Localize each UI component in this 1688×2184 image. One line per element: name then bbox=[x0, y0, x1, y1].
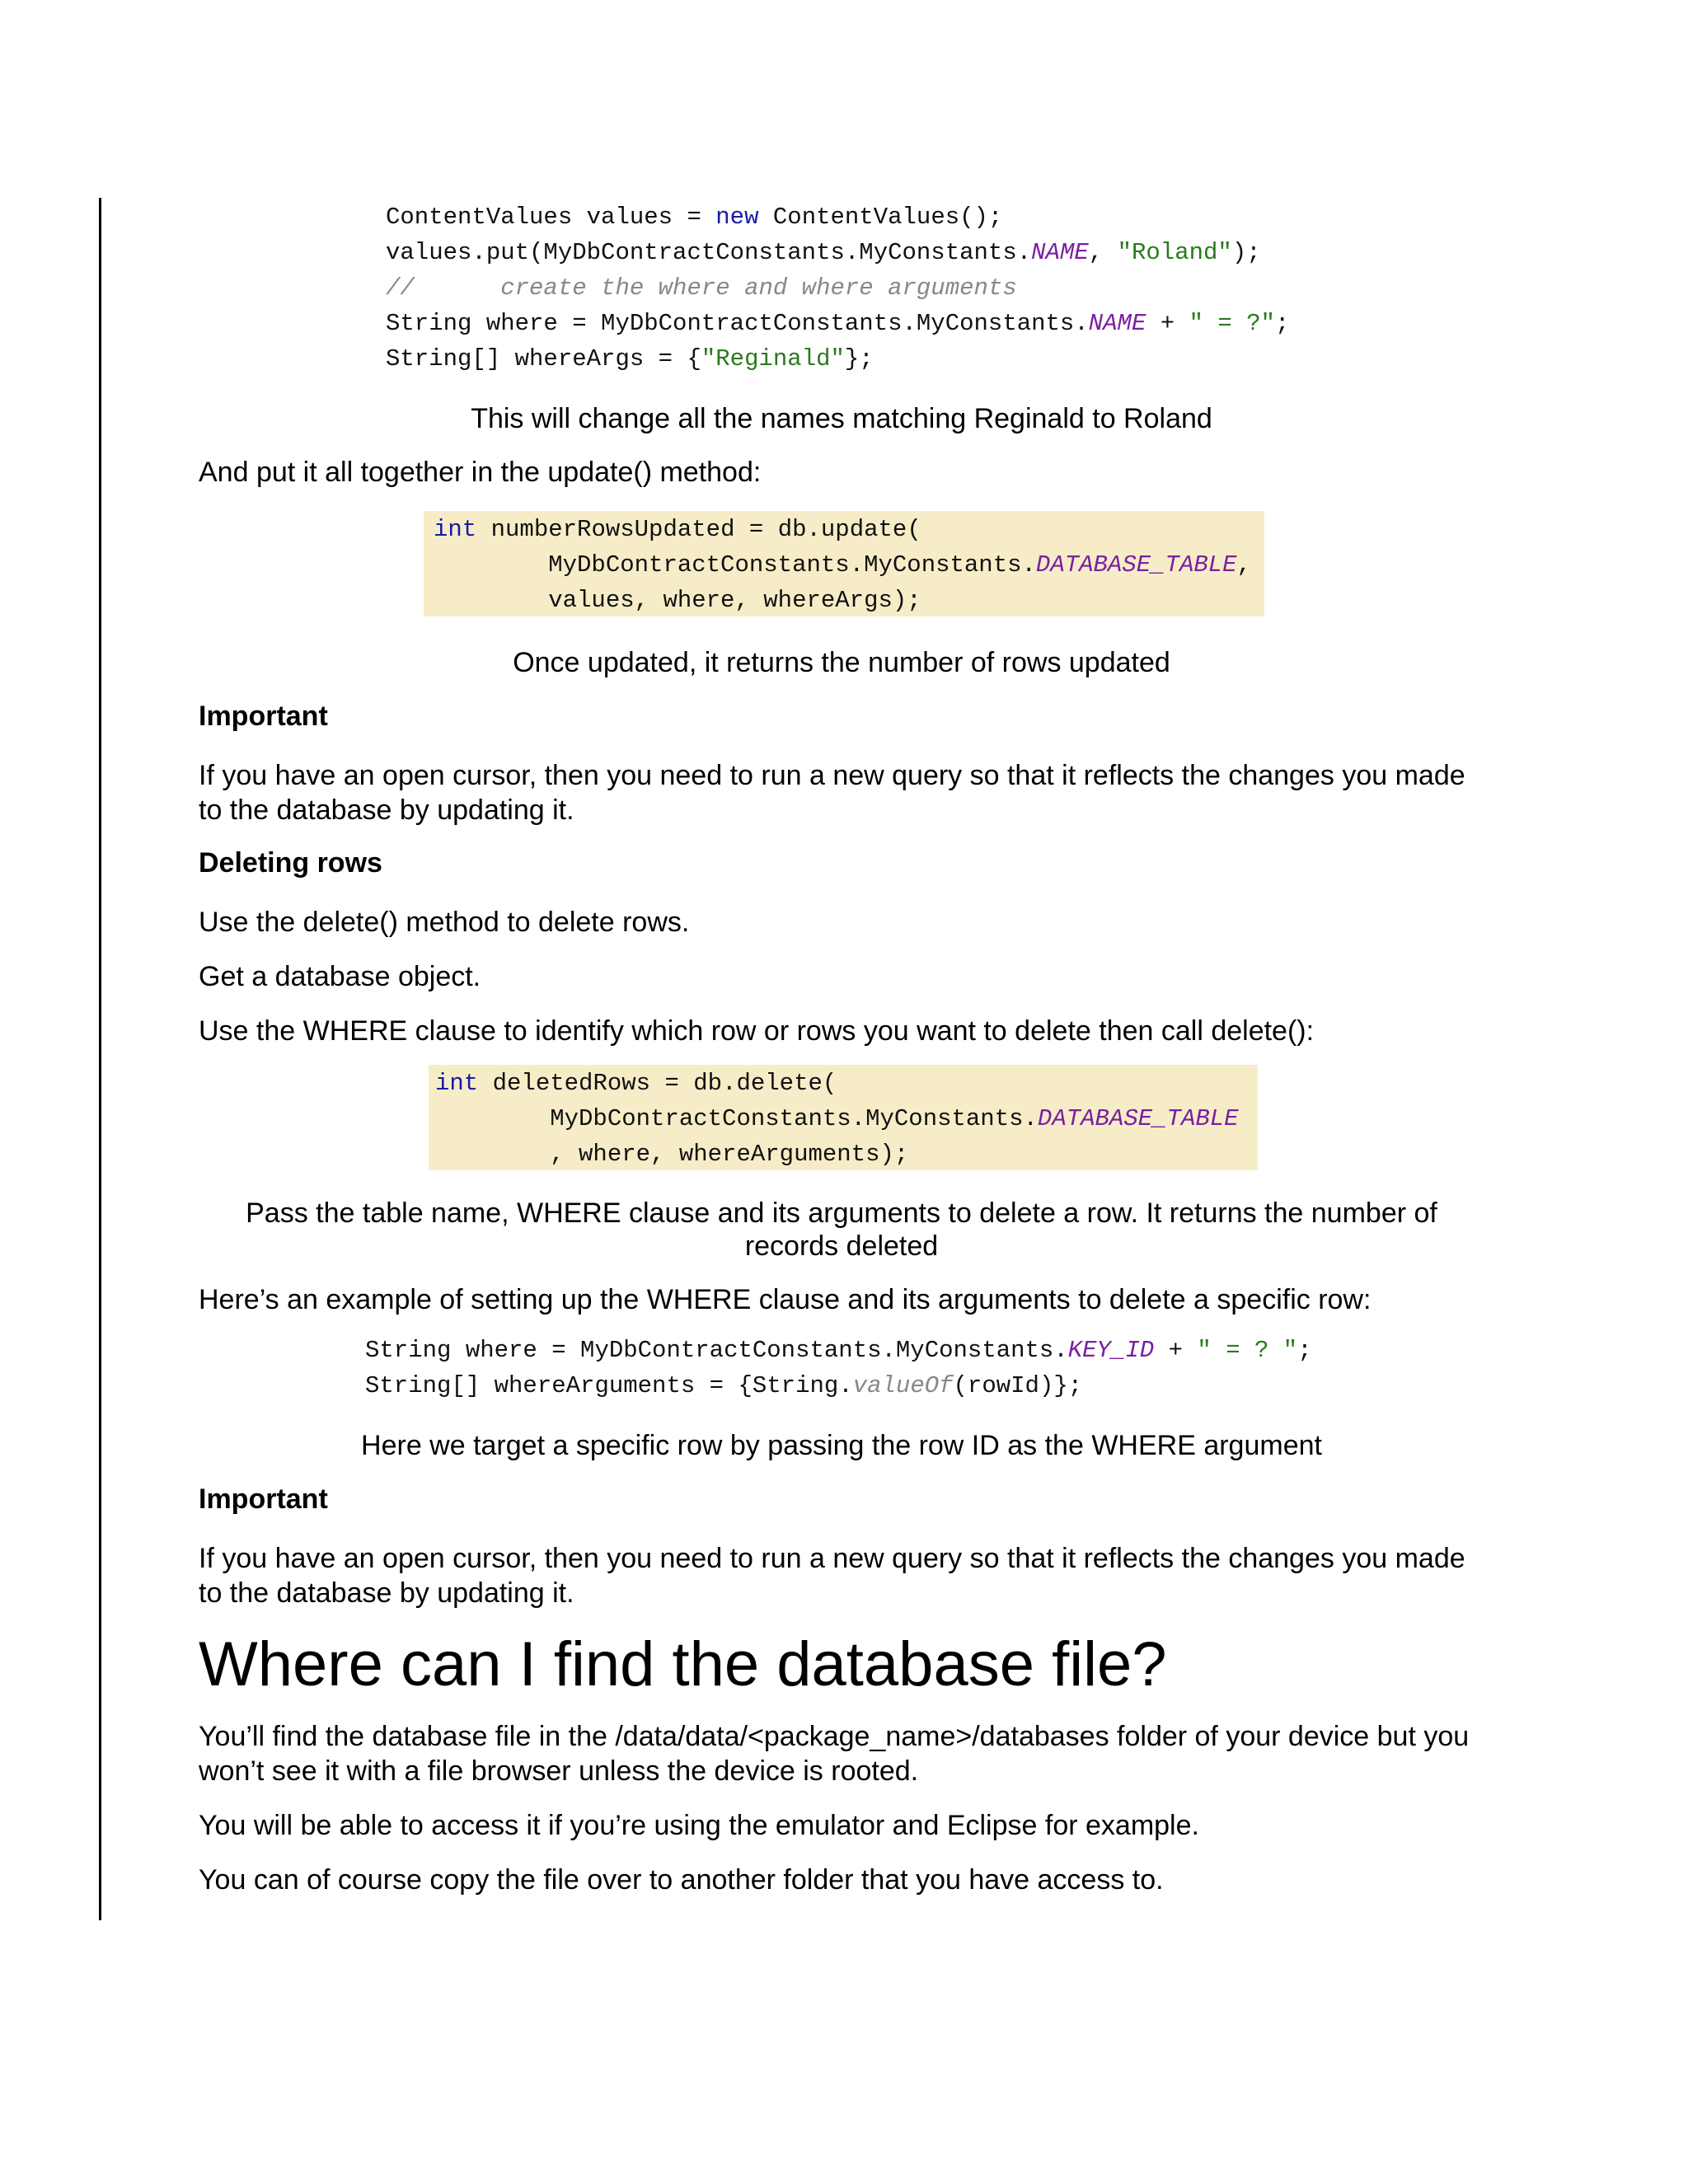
important-heading-2: Important bbox=[199, 1483, 328, 1515]
code-token: + bbox=[1154, 1337, 1198, 1364]
code-line bbox=[434, 547, 1251, 583]
code-token: (rowId)}; bbox=[953, 1372, 1083, 1399]
code-snippet-update-call bbox=[434, 512, 1251, 618]
code-token: values, where, whereArgs) bbox=[434, 587, 907, 614]
code-snippet-delete-call bbox=[435, 1066, 1239, 1172]
important-heading-1: Important bbox=[199, 701, 328, 732]
important-text-1: If you have an open cursor, then you need to run a new query so that it reflects the changes you made to the database by updating it. bbox=[199, 760, 1465, 826]
code-line bbox=[386, 235, 1289, 270]
code-token: db.delete( bbox=[693, 1070, 837, 1097]
code-line bbox=[365, 1368, 1312, 1404]
paragraph-where-clause: Use the WHERE clause to identify which row or rows you want to delete then call delete(): bbox=[199, 1015, 1315, 1047]
paragraph-update-intro: And put it all together in the update() method: bbox=[199, 457, 762, 488]
caption-change-names: This will change all the names matching Reginald to Roland bbox=[471, 403, 1212, 434]
code-token: values.put(MyDbContractConstants.MyConstants. bbox=[386, 239, 1032, 266]
code-token: String where = MyDbContractConstants.MyConstants. bbox=[386, 310, 1089, 337]
important-text-2: If you have an open cursor, then you need to run a new query so that it reflects the changes you made to the database by updating it. bbox=[199, 1543, 1465, 1609]
code-line bbox=[435, 1066, 1239, 1101]
code-token: KEY_ID bbox=[1067, 1337, 1155, 1364]
code-snippet-update-values bbox=[386, 199, 1289, 377]
code-token: ; bbox=[1297, 1337, 1312, 1364]
code-token: ContentValues(); bbox=[758, 204, 1003, 231]
code-token: , bbox=[1236, 551, 1251, 579]
code-token: , bbox=[1088, 239, 1118, 266]
code-token: DATABASE_TABLE bbox=[1037, 1105, 1239, 1132]
code-token: " = ?" bbox=[1189, 310, 1276, 337]
section-title: Where can I find the database file? bbox=[199, 1629, 1167, 1699]
code-line bbox=[435, 1137, 1239, 1172]
code-token: int bbox=[435, 1070, 479, 1097]
paragraph-emulator-access: You will be able to access it if you’re using the emulator and Eclipse for example. bbox=[199, 1810, 1199, 1841]
caption-rows-updated: Once updated, it returns the number of rows updated bbox=[513, 647, 1170, 678]
code-line bbox=[434, 512, 1251, 547]
code-token: ; bbox=[1275, 310, 1290, 337]
code-token: db.update( bbox=[777, 516, 921, 543]
code-token: numberRowsUpdated = bbox=[476, 516, 778, 543]
code-token: ); bbox=[1231, 239, 1261, 266]
code-line bbox=[434, 583, 1251, 618]
paragraph-file-location: You’ll find the database file in the /data/data/<package_name>/databases folder of your device but you won’t see it with a file browser unless the device is rooted. bbox=[199, 1721, 1470, 1787]
code-line bbox=[386, 270, 1289, 306]
code-token: NAME bbox=[1031, 239, 1089, 266]
code-token: String[] whereArgs = { bbox=[386, 345, 701, 373]
code-token: MyDbContractConstants.MyConstants. bbox=[435, 1105, 1038, 1132]
code-token: "Roland" bbox=[1117, 239, 1232, 266]
paragraph-delete-method: Use the delete() method to delete rows. bbox=[199, 907, 690, 938]
code-token: new bbox=[715, 204, 759, 231]
caption-delete-row: Pass the table name, WHERE clause and its arguments to delete a row. It returns the number of records deleted bbox=[246, 1197, 1437, 1262]
code-token: }; bbox=[844, 345, 874, 373]
margin-change-bar bbox=[99, 198, 101, 1920]
code-line bbox=[386, 199, 1289, 235]
code-token: valueOf bbox=[852, 1372, 954, 1399]
code-token: String[] whereArguments = {String. bbox=[365, 1372, 853, 1399]
code-token: deletedRows = bbox=[478, 1070, 694, 1097]
code-token: String where = MyDbContractConstants.MyConstants. bbox=[365, 1337, 1068, 1364]
code-token: NAME bbox=[1088, 310, 1146, 337]
code-token: MyDbContractConstants.MyConstants. bbox=[434, 551, 1036, 579]
code-token: int bbox=[434, 516, 477, 543]
code-token: ; bbox=[893, 1141, 909, 1168]
code-snippet-where-args bbox=[365, 1333, 1312, 1404]
code-token: ; bbox=[907, 587, 921, 614]
code-token: + bbox=[1146, 310, 1189, 337]
caption-target-row: Here we target a specific row by passing the row ID as the WHERE argument bbox=[361, 1430, 1322, 1461]
code-token: DATABASE_TABLE bbox=[1035, 551, 1237, 579]
code-token: , where, whereArguments) bbox=[435, 1141, 894, 1168]
paragraph-copy-file: You can of course copy the file over to another folder that you have access to. bbox=[199, 1864, 1164, 1896]
code-line bbox=[386, 341, 1289, 377]
code-line bbox=[365, 1333, 1312, 1368]
deleting-rows-heading: Deleting rows bbox=[199, 847, 382, 879]
code-token: " = ? " bbox=[1197, 1337, 1298, 1364]
paragraph-example: Here’s an example of setting up the WHERE clause and its arguments to delete a specific row: bbox=[199, 1284, 1372, 1315]
code-token: // create the where and where arguments bbox=[386, 274, 1017, 302]
paragraph-get-db-object: Get a database object. bbox=[199, 961, 481, 992]
code-token: ContentValues values = bbox=[386, 204, 716, 231]
code-line bbox=[435, 1101, 1239, 1137]
code-line bbox=[386, 306, 1289, 341]
code-token: "Reginald" bbox=[701, 345, 845, 373]
